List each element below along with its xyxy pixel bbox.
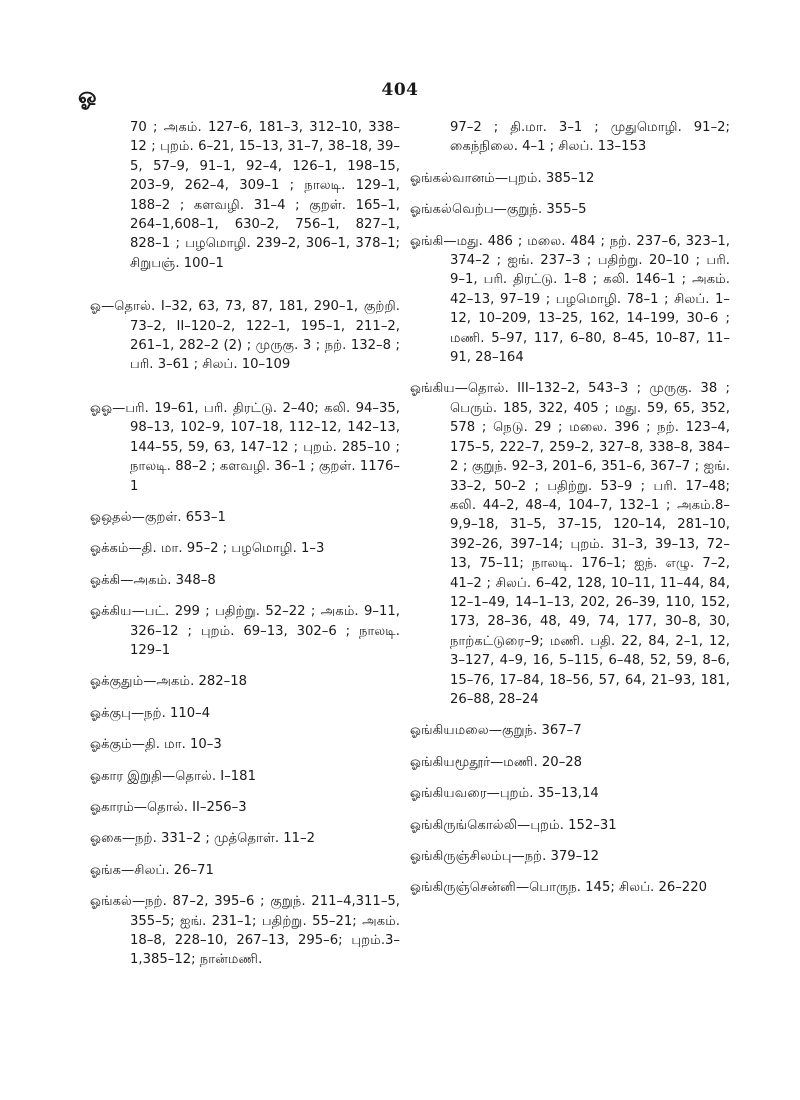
index-entry: ஓங்கிருஞ்சென்னி—பொருந. 145; சிலப். 26–220 [410, 880, 707, 896]
right-column [410, 118, 730, 910]
index-entry: ஓங்கிய—தொல். III–132–2, 543–3 ; முருகு. 38 ; பெரும். 185, 322, 405 ; மது. 59, 65, 352, 578 ; நெடு. 29 ; மலை. 396 ; நற். 123–4, 175–5, 222–7, 259–2, 327–8, 338–8, 384–2 ; குறுந். 92–3, 201–6, 351–6, 367–7 ; ஐங். 33–2, 50–2 ; பதிற்று. 53–9 ; பரி. 17–48; கலி. 44–2, 48–4, 104–7, 132–1 ; அகம்.8–9,9–18, 31–5, 37–15, 120–14, 281–10, 392–26, 397–14; புறம். 31–3, 39–13, 72–13, 75–11; நாலடி. 176–1; ஐந். எழு. 7–2, 41–2 ; சிலப். 6–42, 128, 10–11, 11–44, 84, 12–1–49, 14–1–13, 202, 26–39, 110, 152, 173, 28–36, 48, 49, 74, 177, 30–8, 30, நாற்கட்டுரை–9; மணி. பதி. 22, 84, 2–1, 12, 3–127, 4–9, 16, 5–115, 6–48, 52, 59, 8–6, 15–76, 17–84, 18–56, 57, 64, 21–93, 181, 26–88, 28–24 [410, 381, 730, 707]
index-entry: ஓக்கும்—தி. மா. 10–3 [90, 737, 222, 753]
index-entry: ஓஒதல்—குறள். 653–1 [90, 509, 226, 525]
index-entry: ஓங்கி—மது. 486 ; மலை. 484 ; நற். 237–6, 323–1, 374–2 ; ஐங். 237–3 ; பதிற்று. 20–10 ; பரி. 9–1, பரி. திரட்டு. 1–8 ; கலி. 146–1 ; அகம். 42–13, 97–19 ; பழமொழி. 78–1 ; சிலப். 1–12, 10–209, 13–25, 162, 14–199, 30–6 ; மணி. 5–97, 117, 6–80, 8–45, 10–87, 11–91, 28–164 [410, 233, 730, 366]
index-entry: ஓக்குபு—நற். 110–4 [90, 705, 211, 721]
index-entry: ஓங்கியமலை—குறுந். 367–7 [410, 723, 582, 739]
index-entry: 97–2 ; தி.மா. 3–1 ; முதுமொழி. 91–2; கைந்நிலை. 4–1 ; சிலப். 13–153 [450, 120, 730, 155]
index-entry: ஓங்கல்வெற்ப—குறுந். 355–5 [410, 202, 587, 218]
index-entry: ஓங்கிருங்கொல்லி—புறம். 152–31 [410, 817, 617, 833]
index-entry: ஓகார இறுதி—தொல். I–181 [90, 768, 256, 784]
index-entry: ஓ—தொல். I–32, 63, 73, 87, 181, 290–1, குற்றி. 73–2, II–120–2, 122–1, 195–1, 211–2, 261–1, 282–2 (2) ; முருகு. 3 ; நற். 132–8 ; பரி. 3–61 ; சிலப். 10–109 [90, 299, 400, 373]
index-entry: 70 ; அகம். 127–6, 181–3, 312–10, 338–12 ; புறம். 6–21, 15–13, 31–7, 38–18, 39–5, 57–9, 91–1, 92–4, 126–1, 198–15, 203–9, 262–4, 309–1 ; நாலடி. 129–1, 188–2 ; களவழி. 31–4 ; குறள். 165–1, 264–1,608–1, 630–2, 756–1, 827–1, 828–1 ; பழமொழி. 239–2, 306–1, 378–1; சிறுபஞ். 100–1 [130, 120, 400, 271]
index-entry: ஓக்கம்—தி. மா. 95–2 ; பழமொழி. 1–3 [90, 541, 325, 557]
index-entry: ஓகாரம்—தொல். II–256–3 [90, 799, 247, 815]
left-column [90, 118, 400, 982]
index-entry: ஓங்கல்வானம்—புறம். 385–12 [410, 170, 595, 186]
index-entry: ஓங்கிருஞ்சிலம்பு—நற். 379–12 [410, 849, 600, 864]
index-entry: ஓங்கல்—நற். 87–2, 395–6 ; குறுந். 211–4,311–5, 355–5; ஐங். 231–1; பதிற்று. 55–21; அகம். 18–8, 228–10, 267–13, 295–6; புறம்.3–1,385–12; நான்மணி. [90, 894, 400, 968]
section-letter: ஓ [78, 84, 97, 109]
index-entry: ஓங்க—சிலப். 26–71 [90, 862, 214, 878]
index-entry: ஓக்கி—அகம். 348–8 [90, 572, 216, 588]
index-entry: ஓங்கியவரை—புறம். 35–13,14 [410, 786, 599, 802]
index-entry: ஓக்குதும்—அகம். 282–18 [90, 674, 248, 690]
index-entry: ஓகை—நற். 331–2 ; முத்தொள். 11–2 [90, 831, 315, 847]
index-entry: ஓக்கிய—பட். 299 ; பதிற்று. 52–22 ; அகம். 9–11, 326–12 ; புறம். 69–13, 302–6 ; நாலடி. 129–1 [90, 604, 400, 658]
page-number: 404 [381, 80, 419, 100]
index-entry: ஓஓ—பரி. 19–61, பரி. திரட்டு. 2–40; கலி. 94–35, 98–13, 102–9, 107–18, 112–12, 142–13, 144–55, 59, 63, 147–12 ; புறம். 285–10 ; நாலடி. 88–2 ; களவழி. 36–1 ; குறள். 1176–1 [90, 400, 400, 494]
index-entry: ஓங்கியமூதூர்—மணி. 20–28 [410, 754, 583, 770]
